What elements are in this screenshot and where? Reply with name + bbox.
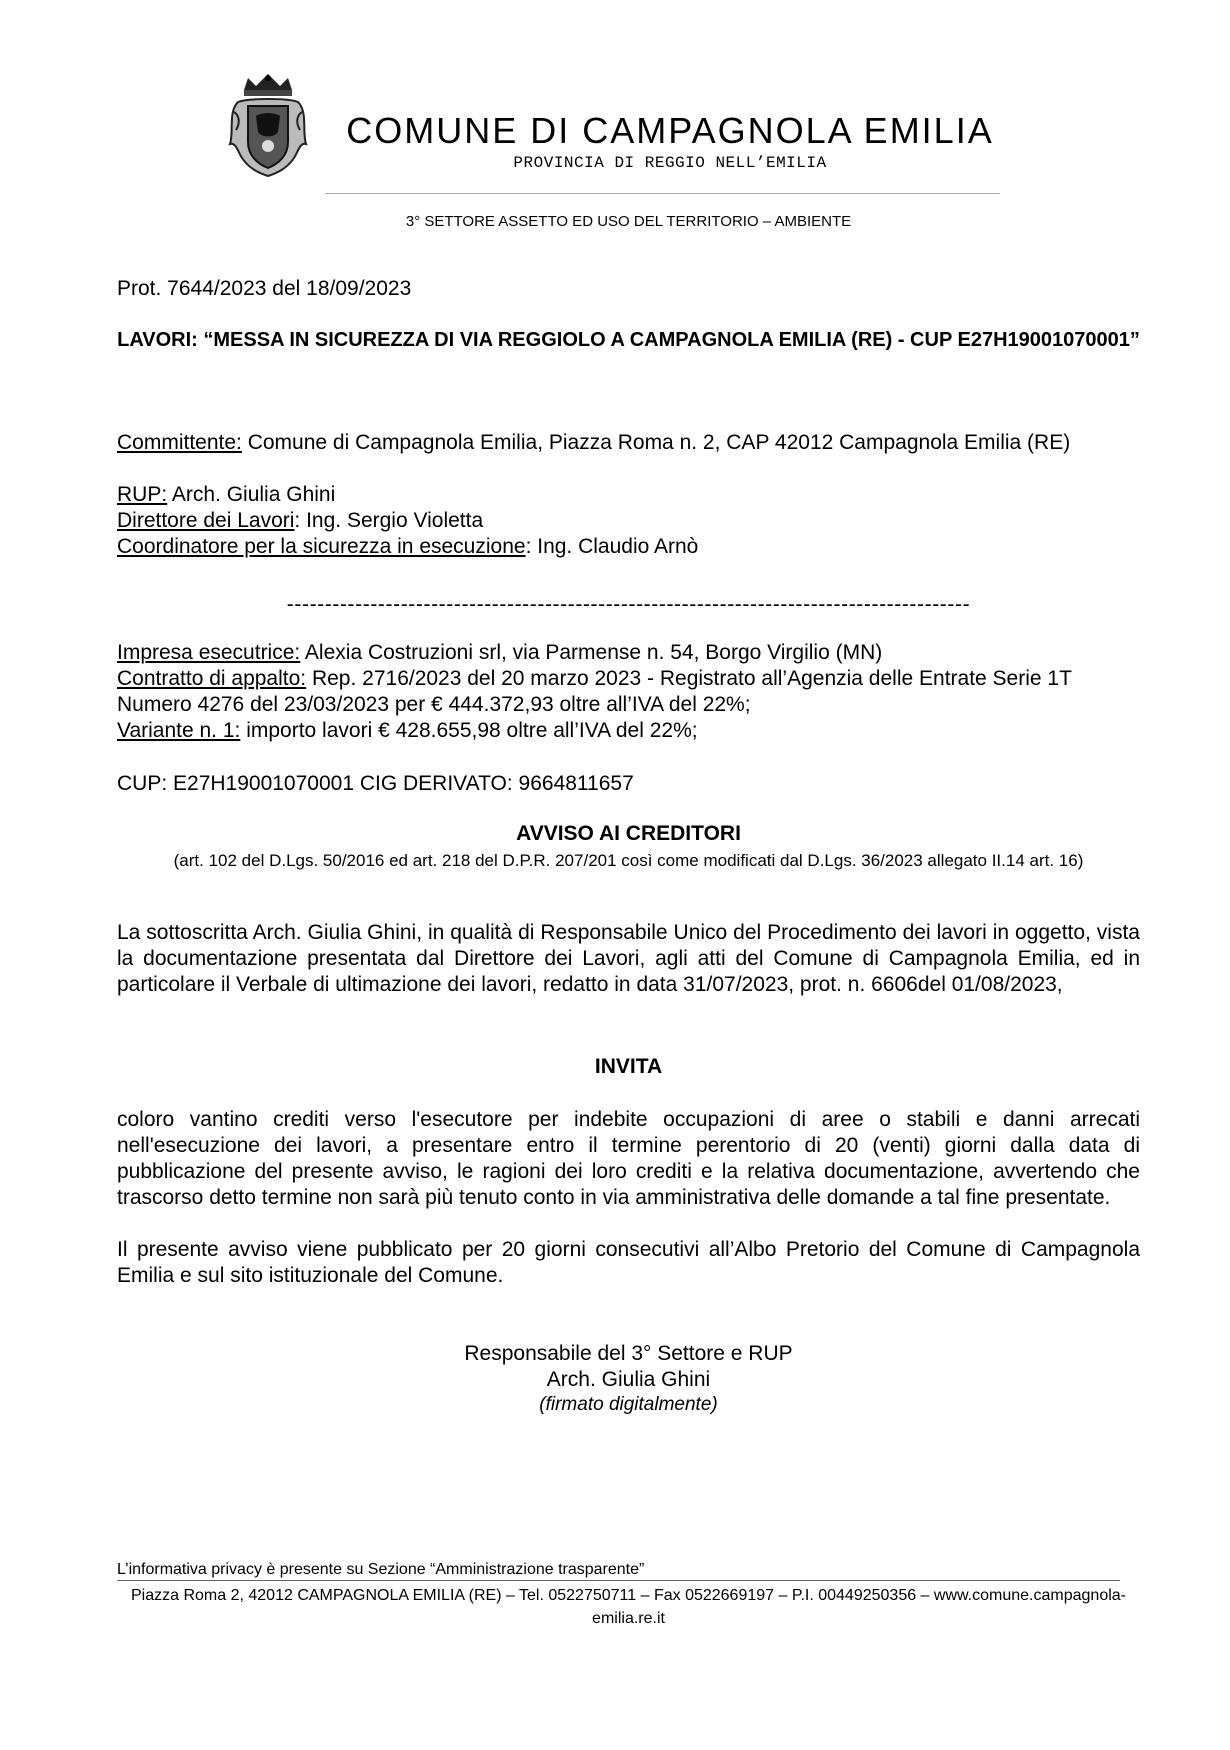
- province-subtitle: PROVINCIA DI REGGIO NELL’EMILIA: [513, 154, 827, 172]
- notice-title: AVVISO AI CREDITORI: [516, 822, 741, 845]
- rup-line: [117, 482, 1140, 508]
- contratto-value: Rep. 2716/2023 del 20 marzo 2023 - Registrato all’Agenzia delle Entrate Serie 1T Numero 4276 del 23/03/2023 per € 444.372,93 oltre all’IVA del 22%;: [117, 667, 1072, 716]
- coordinatore-label: Coordinatore per la sicurezza in esecuzione: [117, 535, 526, 558]
- coordinatore-value: : Ing. Claudio Arnò: [525, 535, 699, 558]
- contratto-line: [117, 666, 1140, 718]
- sector-heading: 3° SETTORE ASSETTO ED USO DEL TERRITORIO – AMBIENTE: [405, 213, 852, 230]
- works-title: LAVORI: “MESSA IN SICUREZZA DI VIA REGGIOLO A CAMPAGNOLA EMILIA (RE) - CUP E27H19001070001”: [117, 329, 1140, 351]
- invita-heading: INVITA: [594, 1055, 663, 1078]
- impresa-label: Impresa esecutrice:: [117, 641, 301, 664]
- rup-value: Arch. Giulia Ghini: [167, 483, 336, 506]
- signature-note: (firmato digitalmente): [539, 1394, 718, 1415]
- direttore-label: Direttore dei Lavori: [117, 509, 295, 532]
- committente-label: Committente:: [117, 431, 242, 454]
- variante-value: importo lavori € 428.655,98 oltre all’IVA del 22%;: [240, 719, 698, 742]
- intro-paragraph: La sottoscritta Arch. Giulia Ghini, in qualità di Responsabile Unico del Procedimento dei lavori in oggetto, vista la documentazione presentata dal Direttore dei Lavori, agli atti del Comune di Campagnola Emilia, ed in particolare il Verbale di ultimazione dei lavori, redatto in data 31/07/2023, prot. n. 6606del 01/08/2023,: [117, 921, 1140, 996]
- committente-value: Comune di Campagnola Emilia, Piazza Roma n. 2, CAP 42012 Campagnola Emilia (RE): [241, 431, 1071, 454]
- coordinatore-line: [117, 534, 1140, 560]
- header-divider: [325, 193, 1000, 194]
- variante-label: Variante n. 1:: [117, 719, 241, 742]
- committente-line: [117, 430, 1140, 456]
- notice-legal-reference: (art. 102 del D.Lgs. 50/2016 ed art. 218 del D.P.R. 207/201 così come modificati dal D.Lgs. 36/2023 allegato II.14 art. 16): [173, 851, 1084, 870]
- coat-of-arms-icon: [228, 72, 308, 178]
- signature-name: Arch. Giulia Ghini: [546, 1368, 711, 1391]
- direttore-line: [117, 508, 1140, 534]
- impresa-line: [117, 640, 1140, 666]
- body-paragraph-1: coloro vantino crediti verso l'esecutore per indebite occupazioni di aree o stabili e danni arrecati nell'esecuzione dei lavori, a presentare entro il termine perentorio di 20 (venti) giorni dalla data di pubblicazione del presente avviso, le ragioni dei loro crediti e la relativa documentazione, avvertendo che trascorso detto termine non sarà più tenuto conto in via amministrativa delle domande a tal fine presentate.: [117, 1108, 1140, 1209]
- rup-label: RUP:: [117, 483, 168, 506]
- protocol-number: Prot. 7644/2023 del 18/09/2023: [117, 277, 412, 300]
- direttore-value: : Ing. Sergio Violetta: [294, 509, 484, 532]
- privacy-notice: L’informativa privacy è presente su Sezione “Amministrazione trasparente”: [117, 1561, 645, 1578]
- contratto-label: Contratto di appalto:: [117, 667, 307, 690]
- signature-role: Responsabile del 3° Settore e RUP: [464, 1342, 793, 1365]
- section-separator: ------------------------------------------------------------------------------------------: [286, 593, 971, 616]
- body-paragraph-2: Il presente avviso viene pubblicato per 20 giorni consecutivi all’Albo Pretorio del Comune di Campagnola Emilia e sul sito istituzionale del Comune.: [117, 1238, 1140, 1287]
- variante-line: [117, 718, 1140, 744]
- footer-address: Piazza Roma 2, 42012 CAMPAGNOLA EMILIA (RE) – Tel. 0522750711 – Fax 0522669197 – P.I. 00449250356 – www.comune.campagnola-emilia.re.it: [131, 1587, 1126, 1627]
- footer-divider: [117, 1580, 1120, 1581]
- municipality-title: COMUNE DI CAMPAGNOLA EMILIA: [346, 110, 994, 151]
- impresa-value: Alexia Costruzioni srl, via Parmense n. 54, Borgo Virgilio (MN): [300, 641, 883, 664]
- cup-cig-line: CUP: E27H19001070001 CIG DERIVATO: 9664811657: [117, 772, 634, 795]
